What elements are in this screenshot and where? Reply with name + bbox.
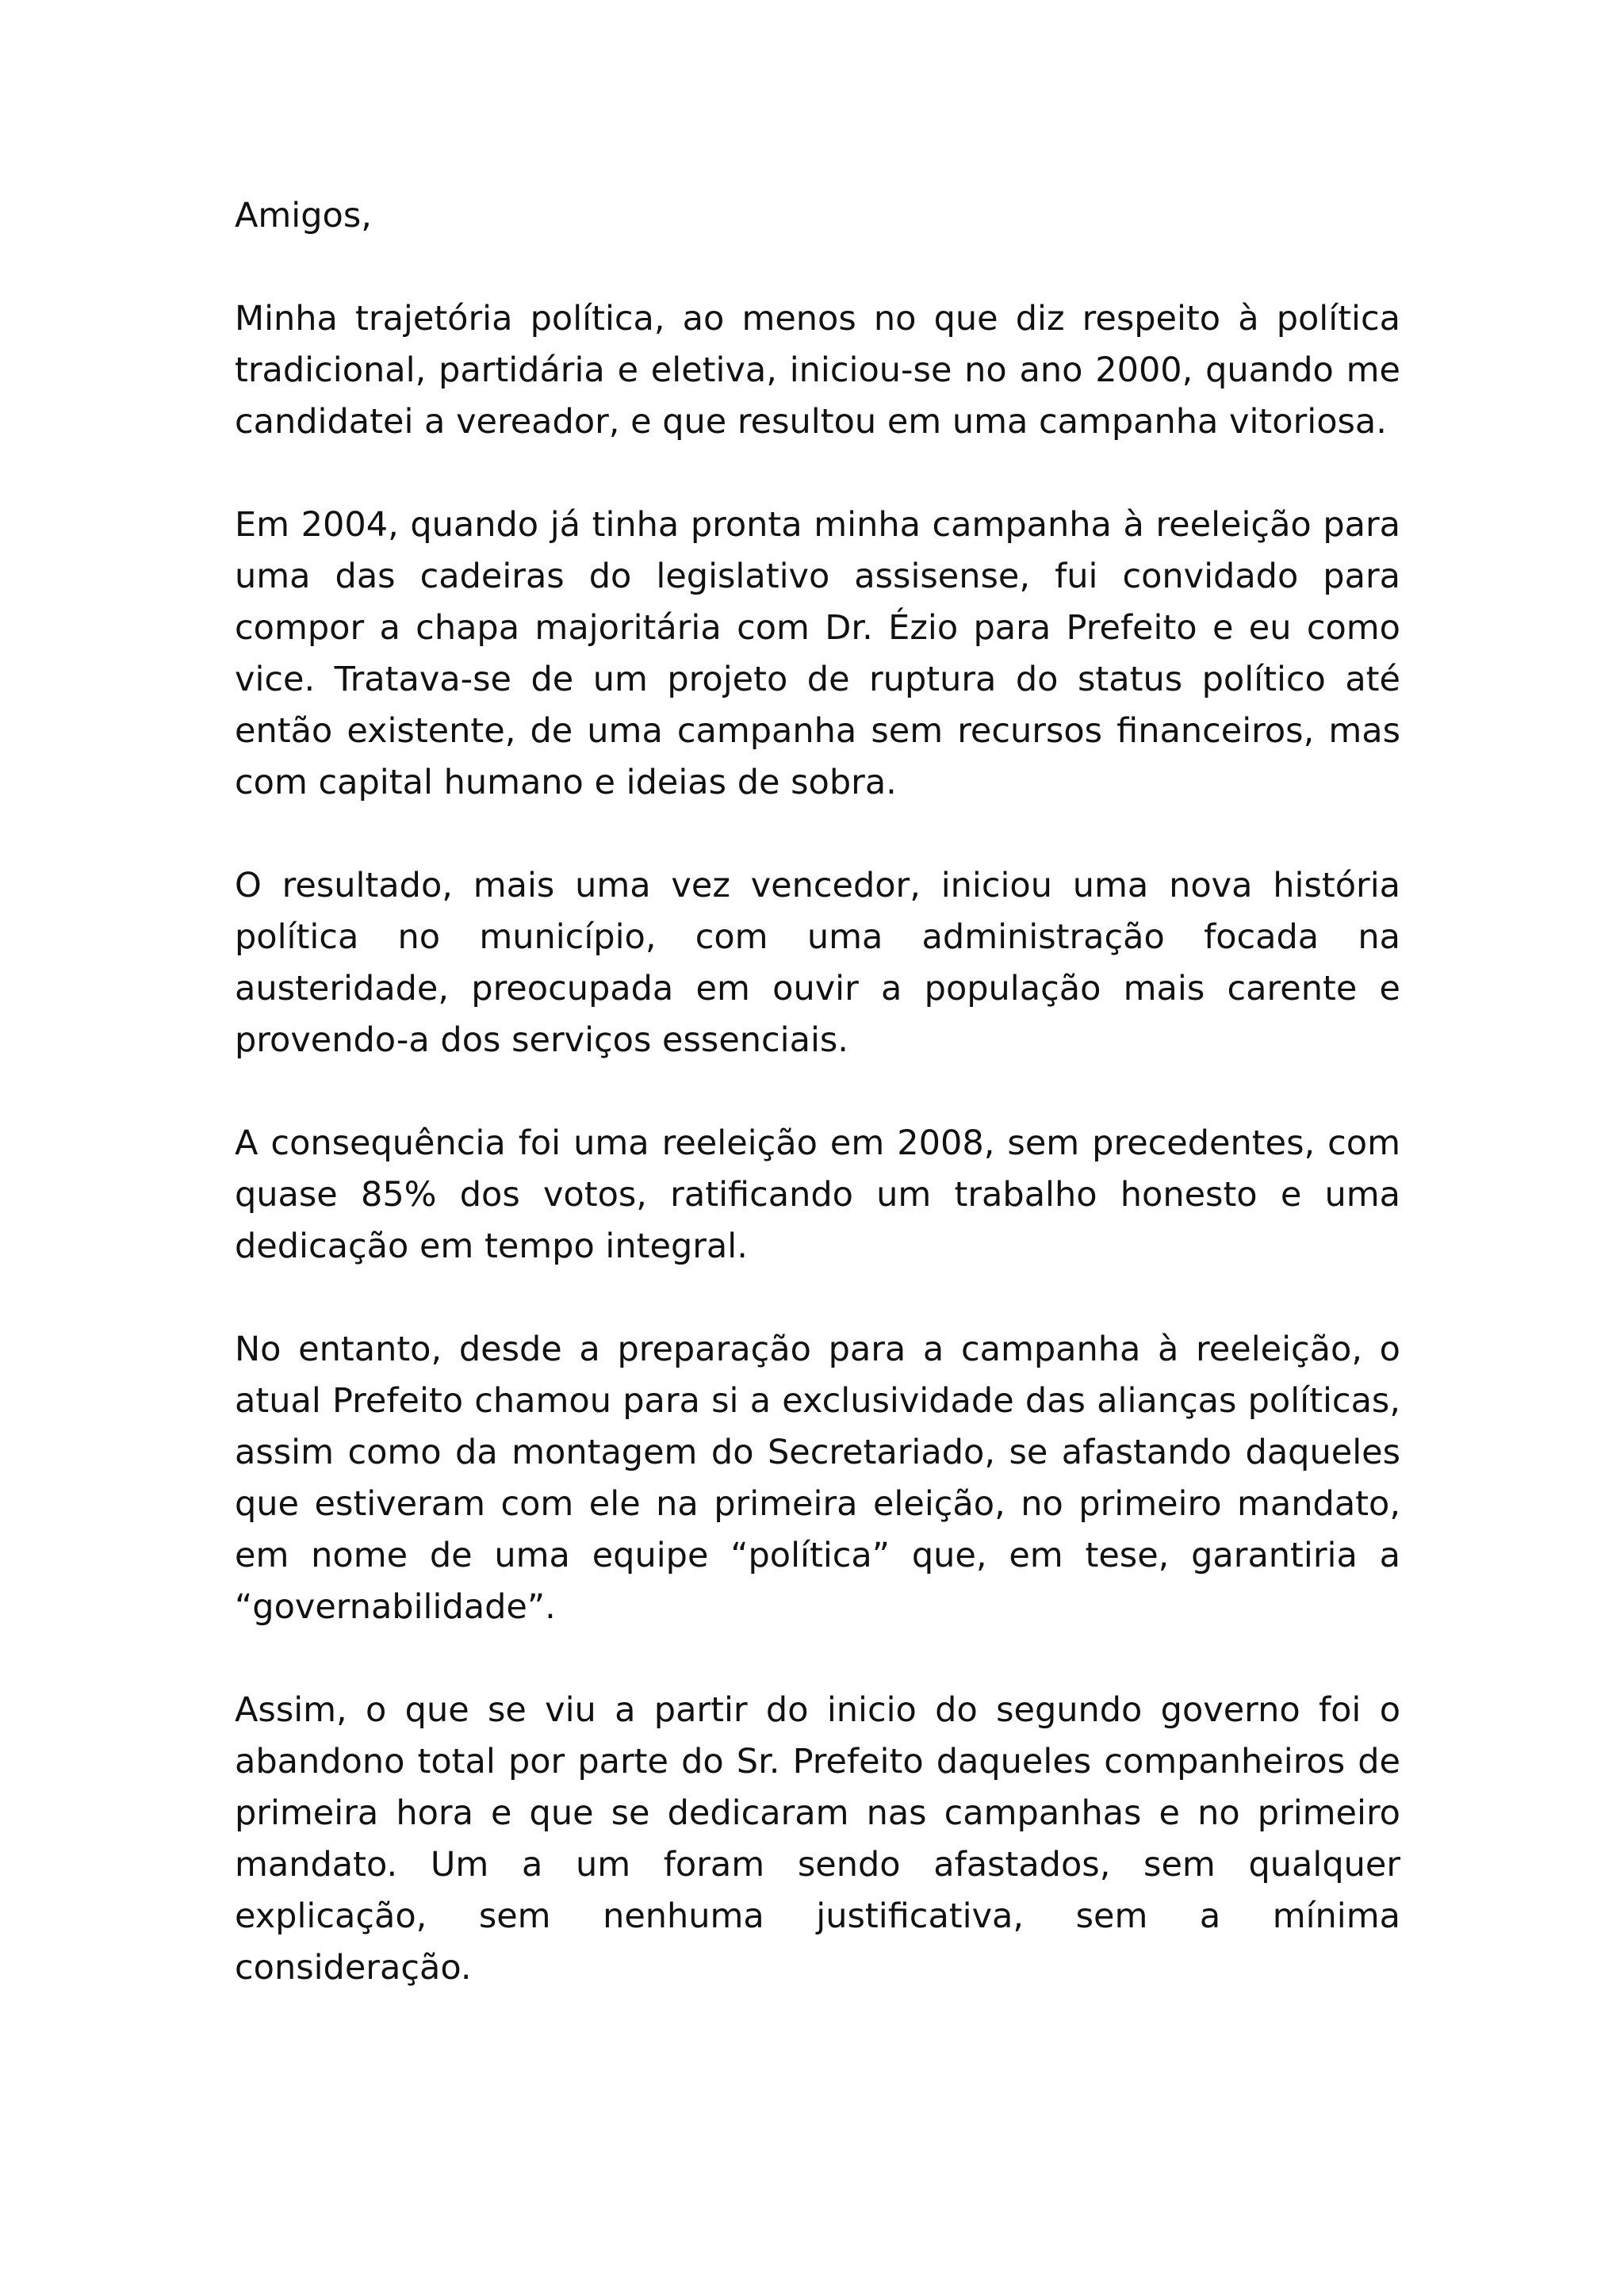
letter-body	[235, 190, 1400, 2045]
paragraph-abandonment: Assim, o que se viu a partir do inicio do segundo governo foi o abandono total por parte do Sr. Prefeito daqueles companheiros de primeira hora e que se dedicaram nas campanhas e no primeiro mandato. Um a um foram sendo afastados, sem qualquer explicação, sem nenhuma justificativa, sem a mínima consideração.	[235, 1690, 1400, 1988]
paragraph-election-result: O resultado, mais uma vez vencedor, iniciou uma nova história política no município, com uma administração focada na austeridade, preocupada em ouvir a população mais carente e provendo-a dos serviços essenciais.	[235, 866, 1400, 1060]
letter-greeting: Amigos,	[235, 196, 372, 235]
paragraph-2004-campaign: Em 2004, quando já tinha pronta minha campanha à reeleição para uma das cadeiras do legislativo assisense, fui convidado para compor a chapa majoritária com Dr. Ézio para Prefeito e eu como vice. Tratava-se de um projeto de ruptura do status político até então existente, de uma campanha sem recursos financeiros, mas com capital humano e ideias de sobra.	[235, 505, 1400, 802]
paragraph-political-alliances: No entanto, desde a preparação para a campanha à reeleição, o atual Prefeito chamou para si a exclusividade das alianças políticas, assim como da montagem do Secretariado, se afastando daqueles que estiveram com ele na primeira eleição, no primeiro mandato, em nome de uma equipe “política” que, em tese, garantiria a “governabilidade”.	[235, 1330, 1400, 1627]
paragraph-political-trajectory: Minha trajetória política, ao menos no que diz respeito à política tradicional, partidária e eletiva, iniciou-se no ano 2000, quando me candidatei a vereador, e que resultou em uma campanha vitoriosa.	[235, 299, 1400, 442]
paragraph-2008-reelection: A consequência foi uma reeleição em 2008, sem precedentes, com quase 85% dos votos, ratificando um trabalho honesto e uma dedicação em tempo integral.	[235, 1123, 1400, 1266]
